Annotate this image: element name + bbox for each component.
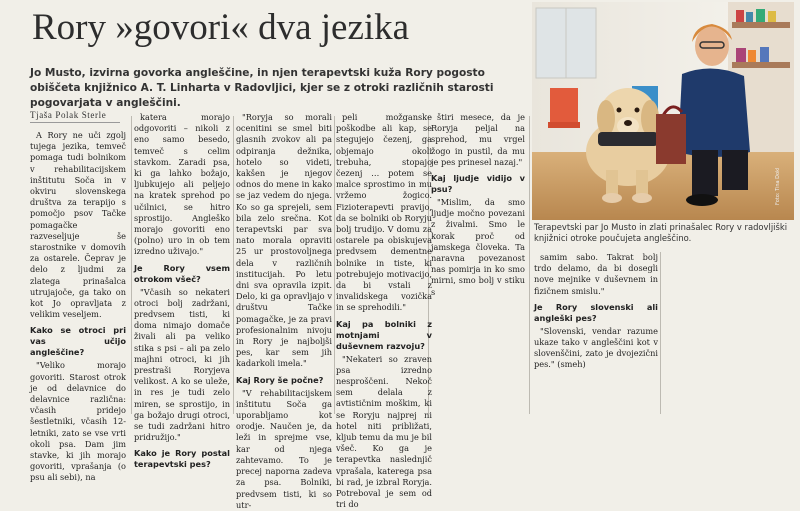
interview-question: Je Rory slovenski ali angleški pes?: [534, 301, 658, 323]
interview-question: Kaj pa bolniki z motnjami v duševnem razvoju?: [336, 318, 432, 351]
paragraph: A Rory ne uči zgolj tujega jezika, temveč pomaga tudi bolnikom v rehabilitacijskem inštitutu Soča in v okviru slovenskega društva za terapijo s pomočjo psov Tačke pomagačke razveseljuje še starostnike v domovih za ostarele. Čeprav je delo z ljudmi za zlatega prinašalca utrujajoče, ga tako on kot Jo opravljata z velikim veseljem.: [30, 130, 126, 320]
byline-rule: [30, 122, 120, 123]
paragraph: katera morajo odgovoriti – nikoli z eno samo besedo, temveč s celim stavkom. Zaradi psa, ki ga lahko božajo, ljubkujejo ali peljejo na kratek sprehod po učilnici, se hitro sprostijo. Angleško morajo govoriti eno (polno) uro in ob tem izredno uživajo.": [134, 112, 230, 257]
column-divider: [660, 252, 661, 414]
article-column-3: [236, 112, 332, 510]
interview-question: Kaj Rory še počne?: [236, 374, 324, 385]
paragraph: "V rehabilitacijskem inštitutu Soča ga uporabljamo kot orodje. Naučen je, da leži in sprejme vse, kar od njega zahtevamo. To je precej naporna zadeva za psa. Bolniki, predvsem tisti, ki so utr-: [236, 387, 332, 510]
byline: Tjaša Polak Sterle: [30, 110, 107, 120]
article-column-4: [336, 112, 432, 510]
lead-paragraph: Jo Musto, izvirna govorka angleščine, in njen terapevtski kuža Rory pogosto obiščeta knjižnico A. T. Linharta v Radovljici, kjer se z otroki različnih starosti pogovarjata v angleščini.: [30, 67, 494, 109]
paragraph: "Včasih so nekateri otroci bolj zadržani, predvsem tisti, ki doma nimajo domače živali ali pa veliko stika s psi – ali pa zelo majhni otroci, ki jih prestraši Roryjeva velikost. A ko se uleže, in res je tudi zelo miren, se sprostijo, in ga božajo drugi otroci, se tudi zadržani hitro pridružijo.": [134, 286, 230, 443]
paragraph: "Slovenski, vendar razume ukaze tako v angleščini kot v slovenščini, zato je dvojezični pes." (smeh): [534, 325, 658, 370]
column-divider: [131, 116, 132, 414]
article-column-2: [134, 112, 230, 470]
paragraph: štiri mesece, da je Roryja peljal na sprehod, mu vrgel žogo in pustil, da mu je pes prinesel nazaj.": [431, 112, 525, 167]
paragraph: "Mislim, da smo ljudje močno povezani z živalmi. Smo le korak proč od jamskega človeka. Ta naravna povezanost nas pomirja in ko smo mirni, smo bolj v stiku s: [431, 197, 525, 297]
article-column-6: [534, 252, 658, 417]
interview-question: Je Rory vsem otrokom všeč?: [134, 262, 230, 284]
photo-credit: Foto: Tina Dokl: [775, 167, 781, 205]
photo-caption: Terapevtski par Jo Musto in zlati prinašalec Rory v radovljiški knjižnici otroke poučujeta angleščino.: [534, 222, 788, 243]
paragraph: "Veliko morajo govoriti. Starost otrok je od delavnice do delavnice različna: včasih pridejo šestletniki, včasih 12-letniki, zato se vse vrti okoli psa. Dam jim stavke, ki jih morajo govoriti, vprašanja (o psu ali sebi), na: [30, 360, 126, 483]
column-divider: [233, 116, 234, 414]
column-divider: [529, 116, 530, 414]
article-column-5: [431, 112, 525, 417]
column-divider: [334, 116, 335, 414]
paragraph: peli možganske poškodbe ali kap, se stegujejo čezenj, ga objemajo okoli trebuha, stopajo čezenj … potem se malce sprostimo in mu vržemo žogico. Fizioterapevti pravijo, da se bolniki ob Roryju bolj trudijo. V domu za ostarele pa obiskujeva predvsem dementne bolnike in tiste, ki potrebujejo motivacijo, da bi vstali z invalidskega vozička in se sprehodili.": [336, 112, 432, 313]
paragraph: "Roryja so morali ocenitini se smel biti glasnih zvokov ali pa odpiranja dežnika, hotelo so videti, kakšen je njegov odnos do mene in kako se jaz vedem do njega. Ko so ga sprejeli, sem bila zelo srečna. Kot terapevtski par sva nato morala opraviti 25 ur prostovoljnega dela v različnih institucijah. Po letu dni sva opravila izpit. Delo, ki ga opravljajo v društvu Tačke pomagačke, je za pravi profesionalnim nivoju in Rory je najboljši pes, kar sem jih kadarkoli imela.": [236, 112, 332, 369]
article-photo: [532, 2, 794, 220]
paragraph: samim sabo. Takrat bolj trdo delamo, da bi dosegli nove mejnike v duševnem in fizičnem smislu.": [534, 252, 658, 296]
therapy-dog-photo: [532, 2, 794, 220]
paragraph: "Nekateri so zraven psa izredno nesproščeni. Nekoč sem delala z avtističnim moškim, ki se Roryju najprej ni hotel niti približati, kljub temu da mu je bil všeč. Ko ga je terapevtka naslednjič vprašala, katerega psa bi rad, je izbral Roryja. Potreboval je sem od tri do: [336, 353, 432, 510]
interview-question: Kako se otroci pri vas učijo angleščine?: [30, 325, 126, 358]
interview-question: Kaj ljudje vidijo v psu?: [431, 173, 525, 195]
article-column-1: [30, 130, 126, 483]
interview-question: Kako je Rory postal terapevtski pes?: [134, 448, 230, 470]
headline: Rory »govori« dva jezika: [32, 7, 410, 48]
